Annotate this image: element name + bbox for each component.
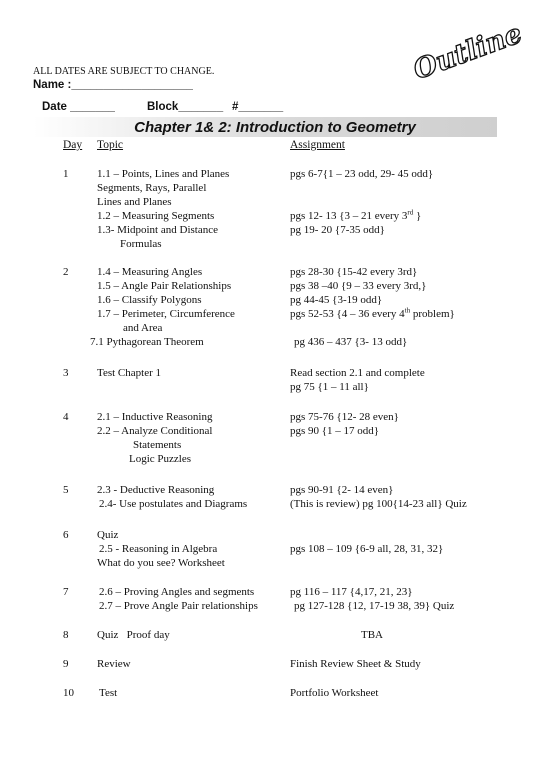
day-1-number: 1 — [63, 168, 69, 180]
page-title: Chapter 1& 2: Introduction to Geometry — [134, 119, 416, 136]
day-10-number: 10 — [63, 687, 74, 699]
day-8-number: 8 — [63, 629, 69, 641]
day-4-assignment-line: pgs 90 {1 – 17 odd} — [290, 425, 380, 437]
day-4-topic-line: 2.2 – Analyze Conditional — [97, 425, 213, 437]
column-header-day: Day — [63, 139, 83, 151]
day-6-topic-line: 2.5 - Reasoning in Algebra — [99, 543, 218, 555]
date-field-label: Date _______ — [42, 101, 115, 113]
day-5-assignment-line: (This is review) pg 100{14-23 all} Quiz — [290, 498, 467, 510]
day-8-topic-line: Quiz Proof day — [97, 629, 170, 641]
day-10-topic-line: Test — [99, 687, 118, 699]
day-2-assignment-line: pg 436 – 437 {3- 13 odd} — [294, 336, 408, 348]
day-2-topic-line: 7.1 Pythagorean Theorem — [90, 336, 204, 348]
day-2-topic-line: 1.7 – Perimeter, Circumference — [97, 308, 235, 320]
schedule-notice: ALL DATES ARE SUBJECT TO CHANGE. — [33, 66, 215, 77]
day-6-assignment-line: pgs 108 – 109 {6-9 all, 28, 31, 32} — [290, 543, 444, 555]
column-header-topic: Topic — [97, 139, 124, 151]
day-4-topic-line: Statements — [133, 439, 182, 451]
day-9-topic-line: Review — [97, 658, 131, 670]
block-field-label: Block_______ — [147, 101, 224, 113]
name-field-label: Name :___________________ — [33, 79, 193, 91]
day-6-number: 6 — [63, 529, 69, 541]
day-5-topic-line: 2.4- Use postulates and Diagrams — [99, 498, 248, 510]
day-8-assignment-line: TBA — [361, 629, 383, 641]
day-9-assignment-line: Finish Review Sheet & Study — [290, 658, 421, 670]
day-4-assignment-line: pgs 75-76 {12- 28 even} — [290, 411, 399, 423]
day-6-topic-line: What do you see? Worksheet — [97, 557, 225, 569]
day-2-assignment-line: pgs 28-30 {15-42 every 3rd} — [290, 266, 418, 278]
day-2-number: 2 — [63, 266, 69, 278]
number-field-label: #_______ — [232, 101, 284, 113]
day-3-topic-line: Test Chapter 1 — [97, 367, 161, 379]
day-7-number: 7 — [63, 586, 69, 598]
outline-wordart: Outline — [409, 18, 527, 86]
day-5-number: 5 — [63, 484, 69, 496]
day-5-assignment-line: pgs 90-91 {2- 14 even} — [290, 484, 394, 496]
day-3-number: 3 — [63, 367, 69, 379]
day-3-assignment-line: Read section 2.1 and complete — [290, 367, 425, 379]
day-1-assignment-line: pgs 12- 13 {3 – 21 every 3rd } — [290, 208, 422, 222]
day-2-assignment-line: pg 44-45 {3-19 odd} — [290, 294, 383, 306]
day-2-topic-line: 1.5 – Angle Pair Relationships — [97, 280, 232, 292]
day-1-topic-line: 1.1 – Points, Lines and Planes — [97, 168, 230, 180]
day-1-topic-line: Lines and Planes — [97, 196, 172, 208]
day-2-topic-line: 1.4 – Measuring Angles — [97, 266, 203, 278]
day-4-topic-line: 2.1 – Inductive Reasoning — [97, 411, 213, 423]
day-6-topic-line: Quiz — [97, 529, 119, 541]
day-7-assignment-line: pg 116 – 117 {4,17, 21, 23} — [290, 586, 413, 598]
day-1-topic-line: 1.3- Midpoint and Distance — [97, 224, 218, 236]
day-4-topic-line: Logic Puzzles — [129, 453, 192, 465]
day-1-assignment-line: pgs 6-7{1 – 23 odd, 29- 45 odd} — [290, 168, 434, 180]
day-2-assignment-line: pgs 52-53 {4 – 36 every 4th problem} — [290, 306, 455, 320]
day-1-assignment-line: pg 19- 20 {7-35 odd} — [290, 224, 385, 236]
day-7-topic-line: 2.7 – Prove Angle Pair relationships — [99, 600, 258, 612]
day-2-topic-line: and Area — [123, 322, 163, 334]
day-7-assignment-line: pg 127-128 {12, 17-19 38, 39} Quiz — [294, 600, 455, 612]
day-5-topic-line: 2.3 - Deductive Reasoning — [97, 484, 215, 496]
day-10-assignment-line: Portfolio Worksheet — [290, 687, 379, 699]
day-7-topic-line: 2.6 – Proving Angles and segments — [99, 586, 255, 598]
column-header-assignment: Assignment — [290, 139, 345, 151]
day-1-topic-line: 1.2 – Measuring Segments — [97, 210, 215, 222]
day-2-topic-line: 1.6 – Classify Polygons — [97, 294, 202, 306]
day-9-number: 9 — [63, 658, 69, 670]
day-2-assignment-line: pgs 38 –40 {9 – 33 every 3rd,} — [290, 280, 427, 292]
day-1-topic-line: Segments, Rays, Parallel — [97, 182, 207, 194]
day-4-number: 4 — [63, 411, 69, 423]
day-3-assignment-line: pg 75 {1 – 11 all} — [290, 381, 369, 393]
day-1-topic-line: Formulas — [120, 238, 162, 250]
